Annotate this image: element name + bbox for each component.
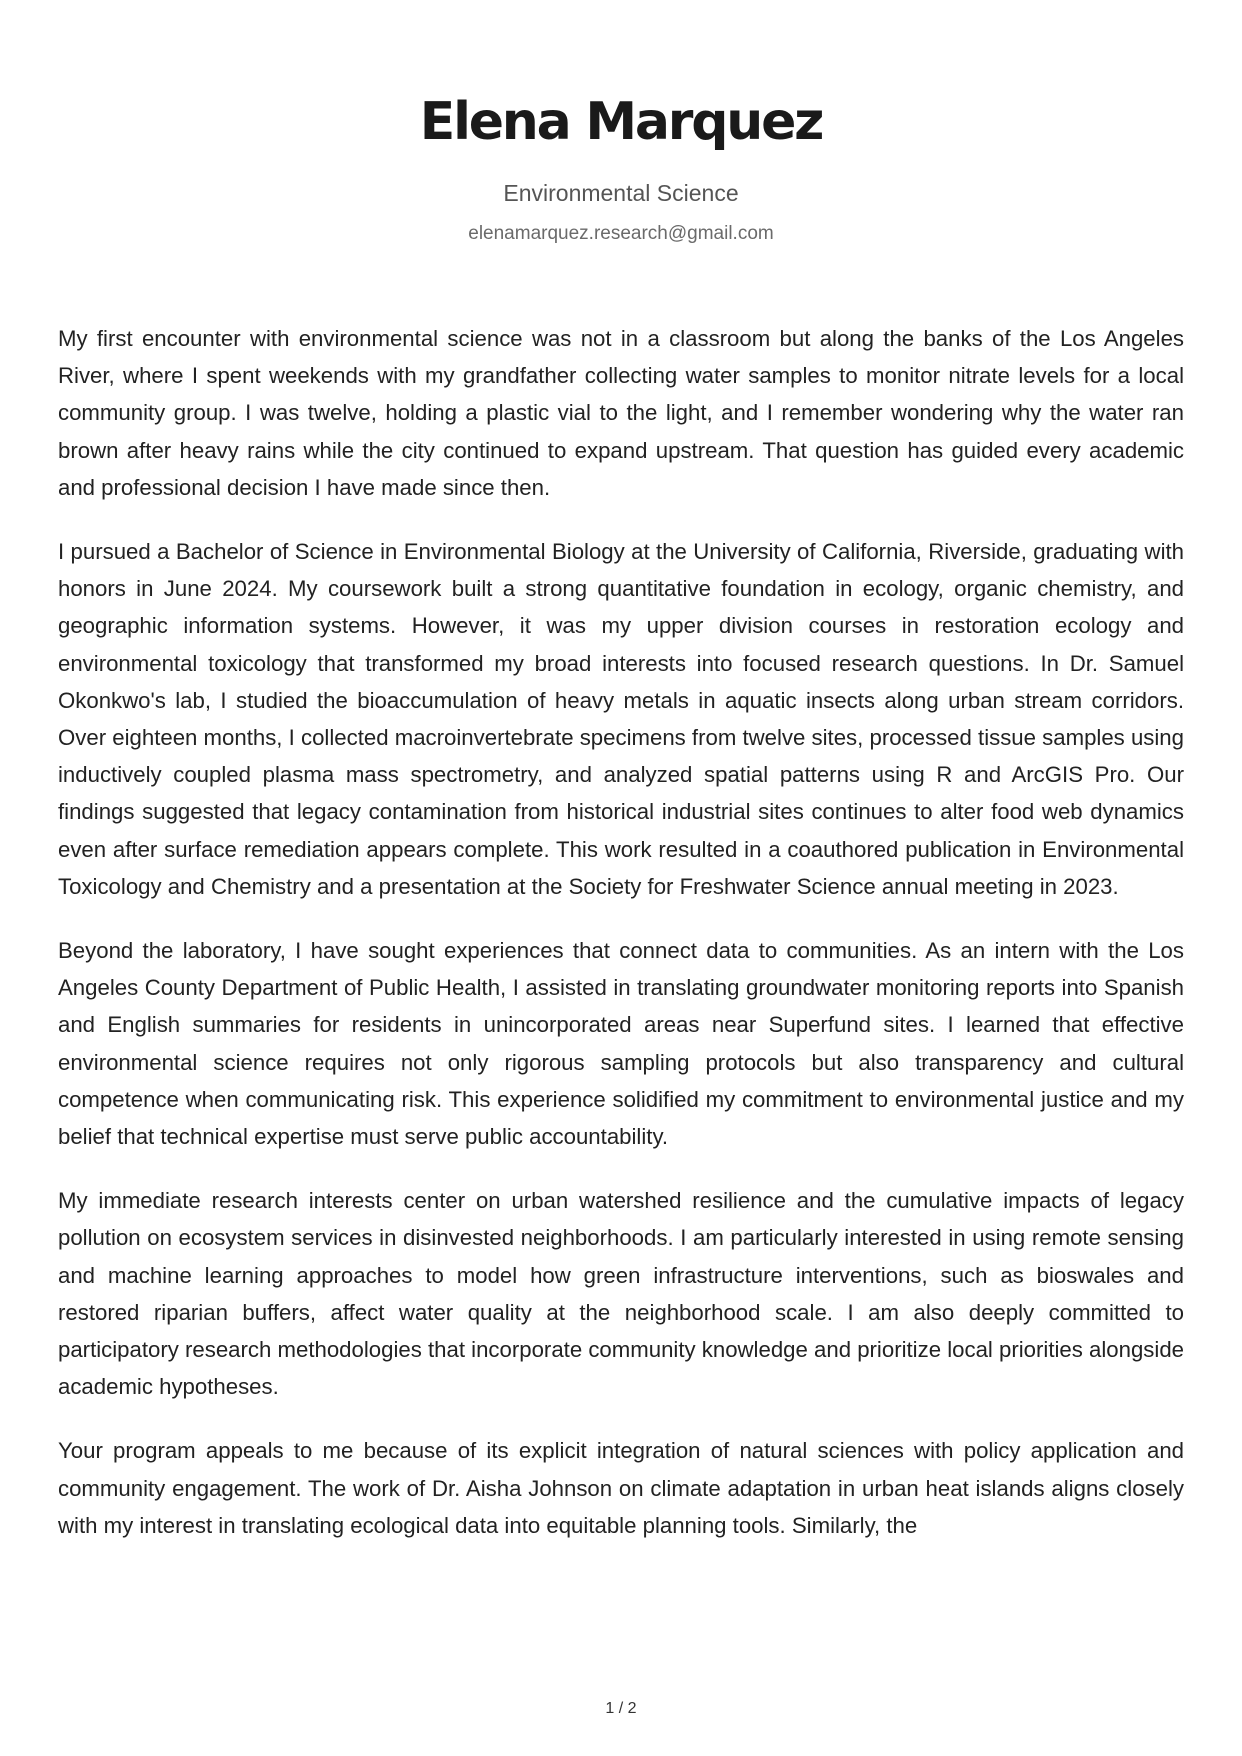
- program-name: Environmental Science: [503, 180, 739, 206]
- paragraph-2: I pursued a Bachelor of Science in Environmental Biology at the University of California, Riverside, graduating with honors in June 2024. My coursework built a strong quantitative foundation in ecology, organic chemistry, and geographic information systems. However, it was my upper division courses in restoration ecology and environmental toxicology that transformed my broad interests into focused research questions. In Dr. Samuel Okonkwo's lab, I studied the bioaccumulation of heavy metals in aquatic insects along urban stream corridors. Over eighteen months, I collected macroinvertebrate specimens from twelve sites, processed tissue samples using inductively coupled plasma mass spectrometry, and analyzed spatial patterns using R and ArcGIS Pro. Our findings suggested that legacy contamination from historical industrial sites continues to alter food web dynamics even after surface remediation appears complete. This work resulted in a coauthored publication in Environmental Toxicology and Chemistry and a presentation at the Society for Freshwater Science annual meeting in 2023.: [58, 539, 1184, 899]
- document-header: [0, 88, 1242, 247]
- statement-body: [58, 320, 1184, 1571]
- applicant-name: Elena Marquez: [419, 92, 823, 152]
- paragraph-3: Beyond the laboratory, I have sought experiences that connect data to communities. As an intern with the Los Angeles County Department of Public Health, I assisted in translating groundwater monitoring reports into Spanish and English summaries for residents in unincorporated areas near Superfund sites. I learned that effective environmental science requires not only rigorous sampling protocols but also transparency and cultural competence when communicating risk. This experience solidified my commitment to environmental justice and my belief that technical expertise must serve public accountability.: [58, 938, 1184, 1150]
- page-number: 1 / 2: [605, 1700, 637, 1717]
- paragraph-4: My immediate research interests center on urban watershed resilience and the cumulative impacts of legacy pollution on ecosystem services in disinvested neighborhoods. I am particularly interested in using remote sensing and machine learning approaches to model how green infrastructure interventions, such as bioswales and restored riparian buffers, affect water quality at the neighborhood scale. I am also deeply committed to participatory research methodologies that incorporate community knowledge and prioritize local priorities alongside academic hypotheses.: [58, 1188, 1184, 1400]
- contact-email: elenamarquez.research@gmail.com: [468, 223, 774, 244]
- paragraph-1: My first encounter with environmental science was not in a classroom but along the banks of the Los Angeles River, where I spent weekends with my grandfather collecting water samples to monitor nitrate levels for a local community group. I was twelve, holding a plastic vial to the light, and I remember wondering why the water ran brown after heavy rains while the city continued to expand upstream. That question has guided every academic and professional decision I have made since then.: [58, 326, 1184, 500]
- paragraph-5: Your program appeals to me because of its explicit integration of natural sciences with policy application and community engagement. The work of Dr. Aisha Johnson on climate adaptation in urban heat islands aligns closely with my interest in translating ecological data into equitable planning tools. Similarly, the: [58, 1438, 1184, 1538]
